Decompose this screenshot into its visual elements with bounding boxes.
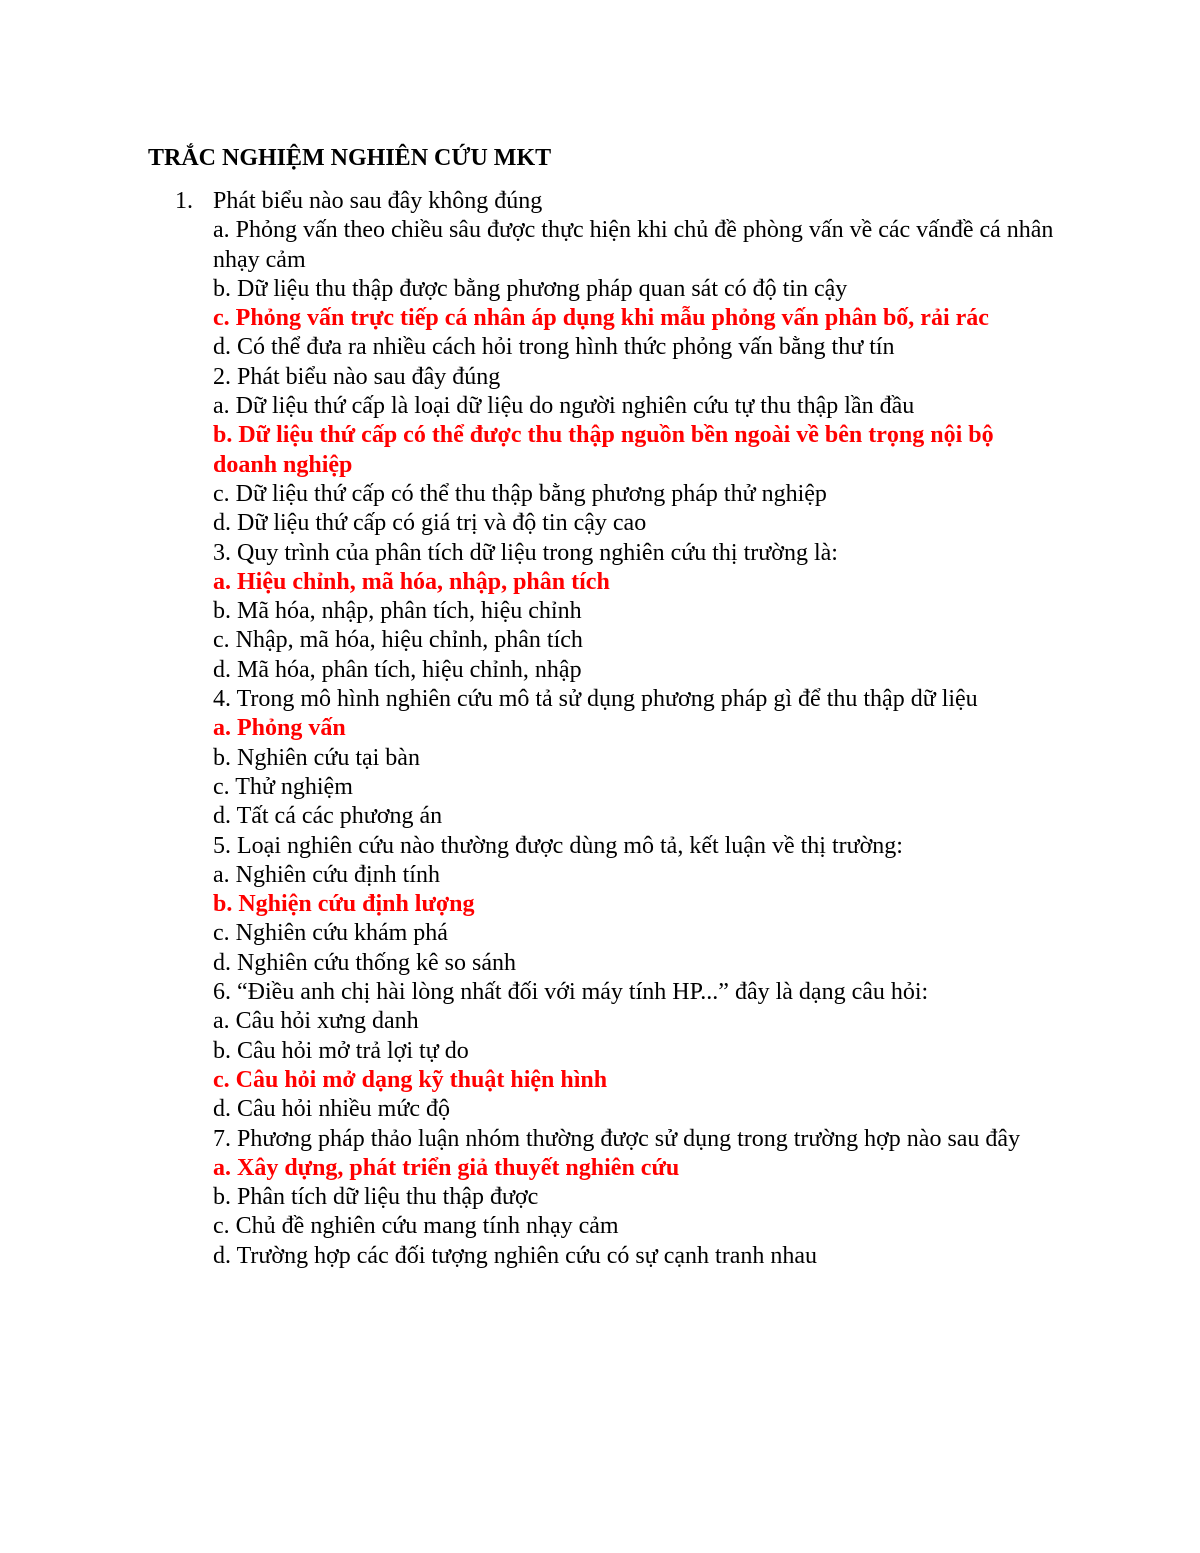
- correct-answer-line: a. Hiệu chỉnh, mã hóa, nhập, phân tích: [213, 568, 610, 595]
- text-line: 3. Quy trình của phân tích dữ liệu trong nghiên cứu thị trường là:: [213, 539, 838, 566]
- correct-answer-line: b. Dữ liệu thứ cấp có thể được thu thập nguồn bền ngoài về bên trọng nội bộ doanh nghiệp: [213, 422, 994, 478]
- correct-answer-line: b. Nghiện cứu định lượng: [213, 891, 475, 918]
- text-line: 2. Phát biểu nào sau đây đúng: [213, 363, 501, 390]
- text-line: a. Dữ liệu thứ cấp là loại dữ liệu do người nghiên cứu tự thu thập lần đầu: [213, 393, 915, 420]
- text-line: b. Phân tích dữ liệu thu thập được: [213, 1184, 539, 1211]
- text-line: a. Phỏng vấn theo chiều sâu được thực hiện khi chủ đề phòng vấn về các vấnđề cá nhân nhạy cảm: [213, 217, 1054, 273]
- text-line: b. Nghiên cứu tại bàn: [213, 744, 420, 771]
- text-line: b. Câu hỏi mở trả lợi tự do: [213, 1037, 469, 1064]
- text-line: d. Tất cá các phương án: [213, 803, 443, 830]
- text-line: 5. Loại nghiên cứu nào thường được dùng mô tả, kết luận về thị trường:: [213, 832, 903, 859]
- correct-answer-line: c. Phỏng vấn trực tiếp cá nhân áp dụng khi mẫu phỏng vấn phân bố, rải rác: [213, 305, 989, 332]
- correct-answer-line: a. Xây dựng, phát triển giả thuyết nghiên cứu: [213, 1154, 680, 1181]
- text-line: d. Trường hợp các đối tượng nghiên cứu có sự cạnh tranh nhau: [213, 1242, 818, 1269]
- list-number: 1.: [175, 188, 193, 214]
- text-line: 7. Phương pháp thảo luận nhóm thường được sử dụng trong trường hợp nào sau đây: [213, 1125, 1021, 1152]
- text-line: d. Dữ liệu thứ cấp có giá trị và độ tin cậy cao: [213, 510, 647, 537]
- text-line: c. Nhập, mã hóa, hiệu chỉnh, phân tích: [213, 627, 583, 654]
- text-line: 6. “Điều anh chị hài lòng nhất đối với máy tính HP...” đây là dạng câu hỏi:: [213, 979, 929, 1006]
- text-line: d. Có thể đưa ra nhiều cách hỏi trong hình thức phỏng vấn bằng thư tín: [213, 334, 895, 361]
- text-line: d. Câu hỏi nhiều mức độ: [213, 1096, 450, 1123]
- text-line: c. Dữ liệu thứ cấp có thể thu thập bằng phương pháp thử nghiệp: [213, 480, 827, 507]
- text-line: c. Thử nghiệm: [213, 773, 353, 800]
- text-line: d. Mã hóa, phân tích, hiệu chỉnh, nhập: [213, 656, 582, 683]
- correct-answer-line: a. Phỏng vấn: [213, 715, 346, 742]
- text-line: a. Nghiên cứu định tính: [213, 861, 440, 888]
- text-line: b. Mã hóa, nhập, phân tích, hiệu chỉnh: [213, 598, 582, 625]
- text-line: d. Nghiên cứu thống kê so sánh: [213, 949, 516, 976]
- text-line: c. Nghiên cứu khám phá: [213, 920, 448, 947]
- question-list: [213, 187, 1063, 1271]
- text-line: a. Câu hỏi xưng danh: [213, 1008, 419, 1035]
- text-line: b. Dữ liệu thu thập được bằng phương pháp quan sát có độ tin cậy: [213, 275, 848, 302]
- correct-answer-line: c. Câu hỏi mở dạng kỹ thuật hiện hình: [213, 1066, 608, 1093]
- text-line: Phát biểu nào sau đây không đúng: [213, 188, 543, 214]
- text-line: c. Chủ đề nghiên cứu mang tính nhạy cảm: [213, 1213, 619, 1240]
- text-line: 4. Trong mô hình nghiên cứu mô tả sử dụng phương pháp gì để thu thập dữ liệu: [213, 686, 978, 713]
- document-title: TRẮC NGHIỆM NGHIÊN CỨU MKT: [148, 145, 552, 171]
